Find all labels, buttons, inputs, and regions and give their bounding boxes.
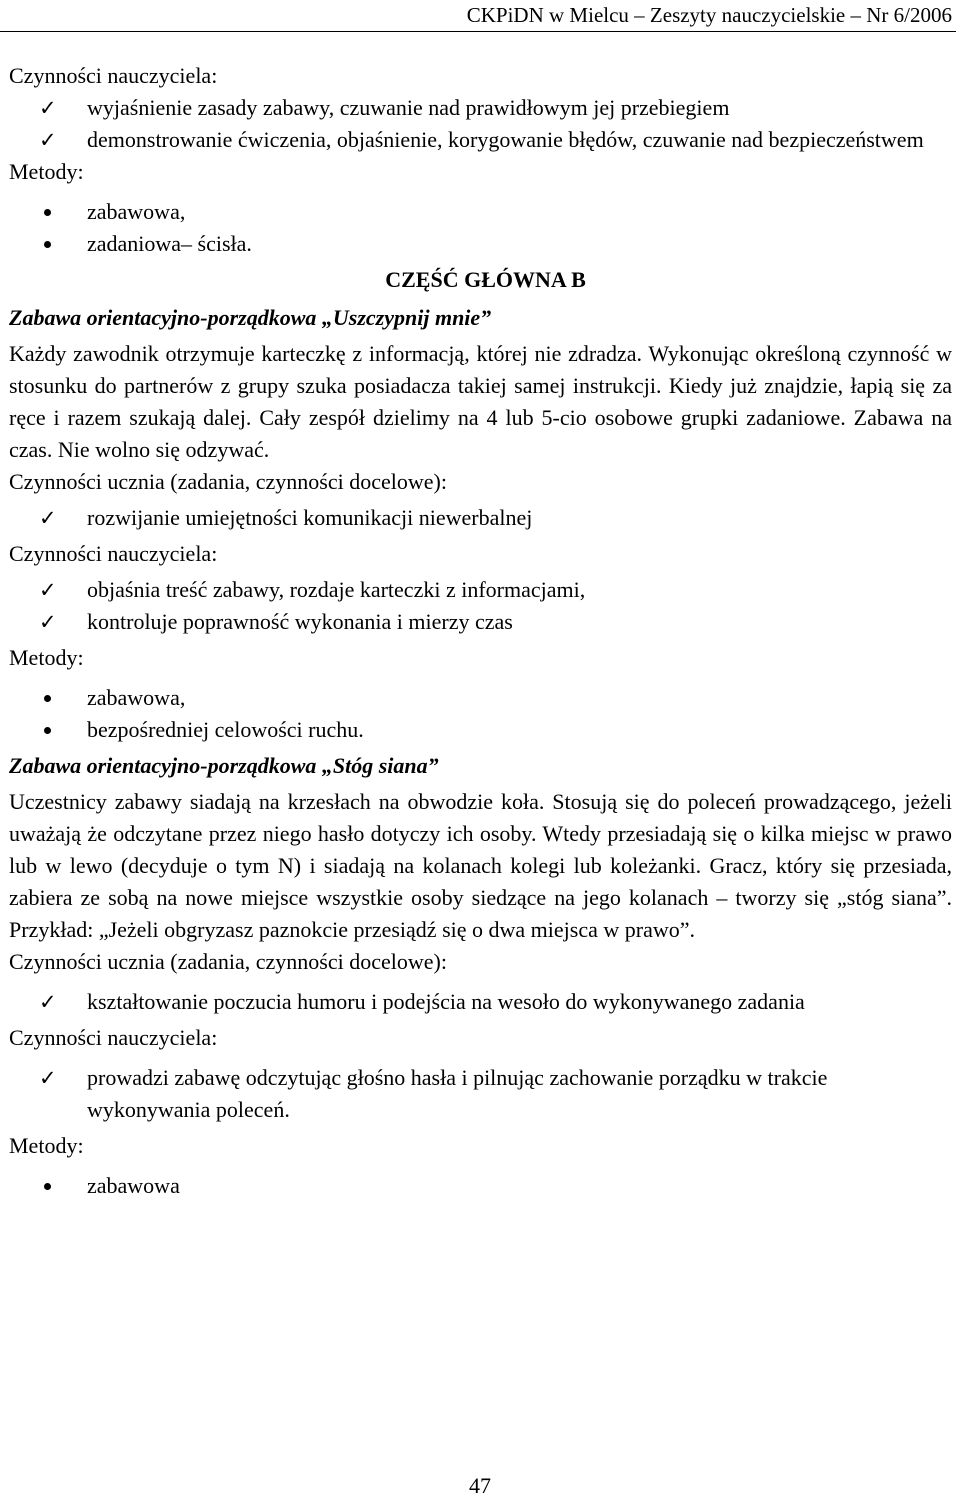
method-item: zabawowa, — [9, 196, 952, 228]
teacher-label: Czynności nauczyciela: — [9, 63, 218, 88]
checklist-item: ✓ kształtowanie poczucia humoru i podejścia na wesoło do wykonywanego zadania — [9, 986, 952, 1018]
method-item: zabawowa — [9, 1170, 952, 1202]
section-heading: CZĘŚĆ GŁÓWNA B — [385, 267, 586, 292]
method-item: zabawowa, — [9, 682, 952, 714]
student-label: Czynności ucznia (zadania, czynności docelowe): — [9, 949, 447, 974]
header-rule — [0, 31, 956, 32]
method-item: bezpośredniej celowości ruchu. — [9, 714, 952, 746]
checklist-item: ✓ kontroluje poprawność wykonania i mierzy czas — [9, 606, 952, 638]
running-header: CKPiDN w Mielcu – Zeszyty nauczycielskie – Nr 6/2006 — [466, 3, 952, 27]
checklist-item: ✓ demonstrowanie ćwiczenia, objaśnienie, korygowanie błędów, czuwanie nad bezpieczeństwem — [9, 124, 952, 156]
teacher-label: Czynności nauczyciela: — [9, 541, 218, 566]
page-number: 47 — [469, 1473, 491, 1498]
game-title: Zabawa orientacyjno-porządkowa „Uszczypnij mnie” — [9, 305, 492, 330]
checklist-item: ✓ prowadzi zabawę odczytując głośno hasła i pilnując zachowanie porządku w trakcie wykonywania poleceń. — [9, 1062, 952, 1126]
methods-label: Metody: — [9, 159, 84, 184]
checklist-item: ✓ objaśnia treść zabawy, rozdaje karteczki z informacjami, — [9, 574, 952, 606]
game-description: Każdy zawodnik otrzymuje karteczkę z informacją, której nie zdradza. Wykonując określoną czynność w stosunku do partnerów z grupy szuka posiadacza takiej samej instrukcji. Kiedy już znajdzie, łapią się za ręce i razem szukają dalej. Cały zespół dzielimy na 4 lub 5-cio osobowe grupki zadaniowe. Zabawa na czas. Nie wolno się odzywać. — [9, 341, 952, 462]
checklist-item: ✓ wyjaśnienie zasady zabawy, czuwanie nad prawidłowym jej przebiegiem — [9, 92, 952, 124]
teacher-label: Czynności nauczyciela: — [9, 1025, 218, 1050]
page-content — [9, 60, 952, 1202]
checklist-item: ✓ rozwijanie umiejętności komunikacji niewerbalnej — [9, 502, 952, 534]
method-item: zadaniowa– ścisła. — [9, 228, 952, 260]
student-label: Czynności ucznia (zadania, czynności docelowe): — [9, 469, 447, 494]
game-description: Uczestnicy zabawy siadają na krzesłach na obwodzie koła. Stosują się do poleceń prowadzącego, jeżeli uważają że odczytane przez niego hasło dotyczy ich osoby. Wtedy przesiadają się o kilka miejsc w prawo lub w lewo (decyduje o tym N) i siadają na kolanach kolegi lub koleżanki. Gracz, który się przesiada, zabiera ze sobą na nowe miejsce wszystkie osoby siedzące na jego kolanach – tworzy się „stóg siana”. Przykład: „Jeżeli obgryzasz paznokcie przesiądź się o dwa miejsca w prawo”. — [9, 789, 952, 942]
methods-label: Metody: — [9, 645, 84, 670]
methods-label: Metody: — [9, 1133, 84, 1158]
game-title: Zabawa orientacyjno-porządkowa „Stóg siana” — [9, 753, 439, 778]
